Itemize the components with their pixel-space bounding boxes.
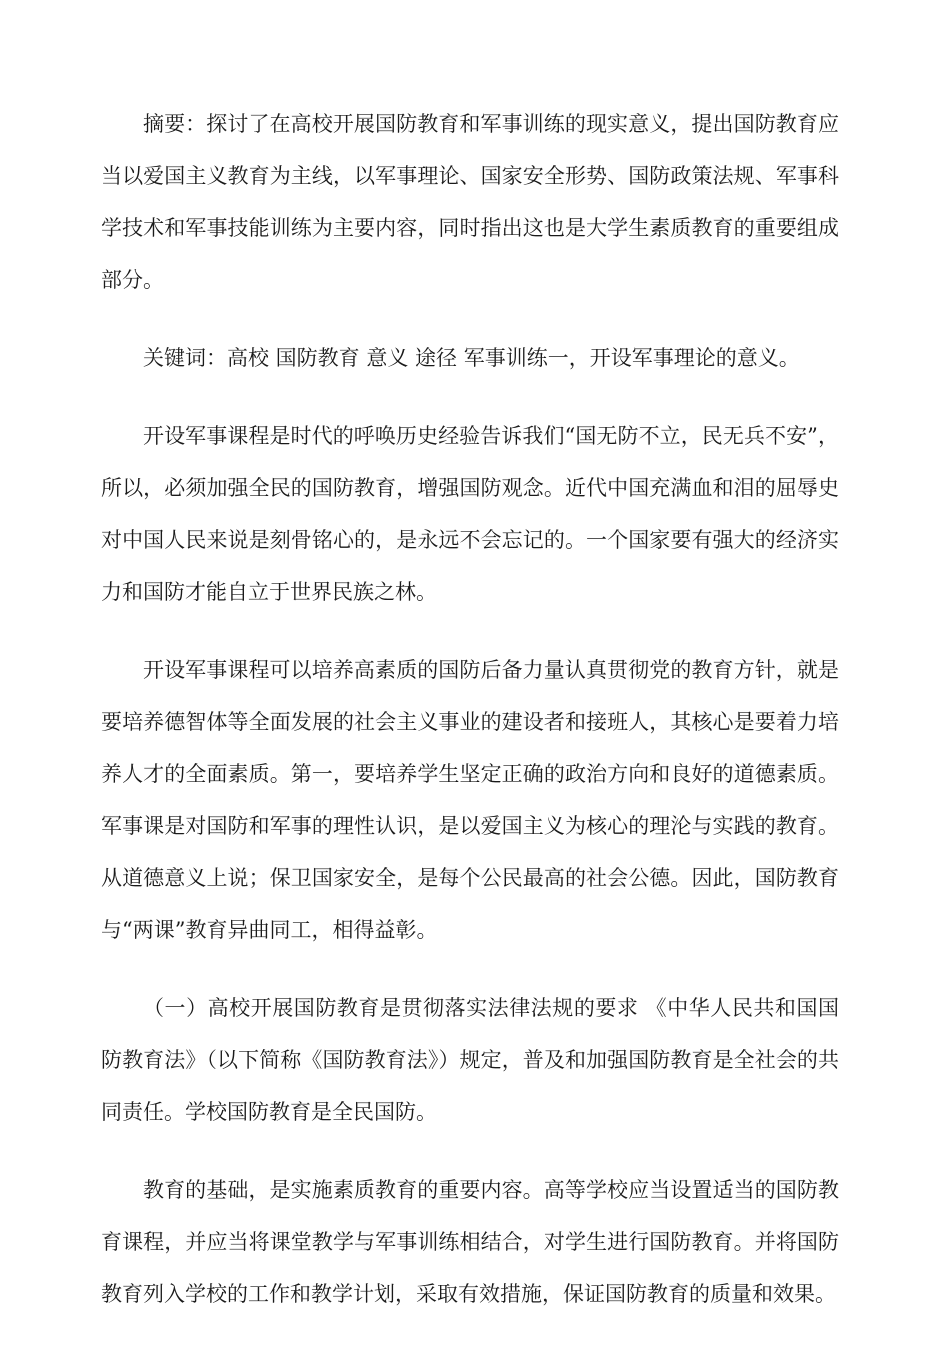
abstract-paragraph: 摘要：探讨了在高校开展国防教育和军事训练的现实意义，提出国防教育应当以爱国主义教育为主线，以军事理论、国家安全形势、国防政策法规、军事科学技术和军事技能训练为主要内容，同时指出这也是大学生素质教育的重要组成部分。 [101,112,839,292]
section-paragraph: （一）高校开展国防教育是贯彻落实法律法规的要求 《中华人民共和国国防教育法》（以下简称《国防教育法》）规定，普及和加强国防教育是全社会的共同责任。学校国防教育是全民国防。 [101,996,839,1124]
body-paragraph: 开设军事课程是时代的呼唤历史经验告诉我们“国无防不立，民无兵不安”，所以，必须加强全民的国防教育，增强国防观念。近代中国充满血和泪的屈辱史对中国人民来说是刻骨铭心的，是永远不会忘记的。一个国家要有强大的经济实力和国防才能自立于世界民族之林。 [101,424,839,604]
keywords-paragraph: 关键词：高校 国防教育 意义 途径 军事训练一，开设军事理论的意义。 [143,346,800,370]
body-paragraph: 开设军事课程可以培养高素质的国防后备力量认真贯彻党的教育方针，就是要培养德智体等全面发展的社会主义事业的建设者和接班人，其核心是要着力培养人才的全面素质。第一，要培养学生坚定正确的政治方向和良好的道德素质。军事课是对国防和军事的理性认识，是以爱国主义为核心的理沦与实践的教育。从道德意义上说；保卫国家安全，是每个公民最高的社会公德。因此，国防教育与“两课”教育异曲同工，相得益彰。 [101,658,839,942]
body-paragraph: 教育的基础，是实施素质教育的重要内容。高等学校应当设置适当的国防教育课程，并应当将课堂教学与军事训练相结合，对学生进行国防教育。并将国防教育列入学校的工作和教学计划，采取有效措施，保证国防教育的质量和效果。 [101,1178,839,1306]
document-body [101,98,839,1346]
